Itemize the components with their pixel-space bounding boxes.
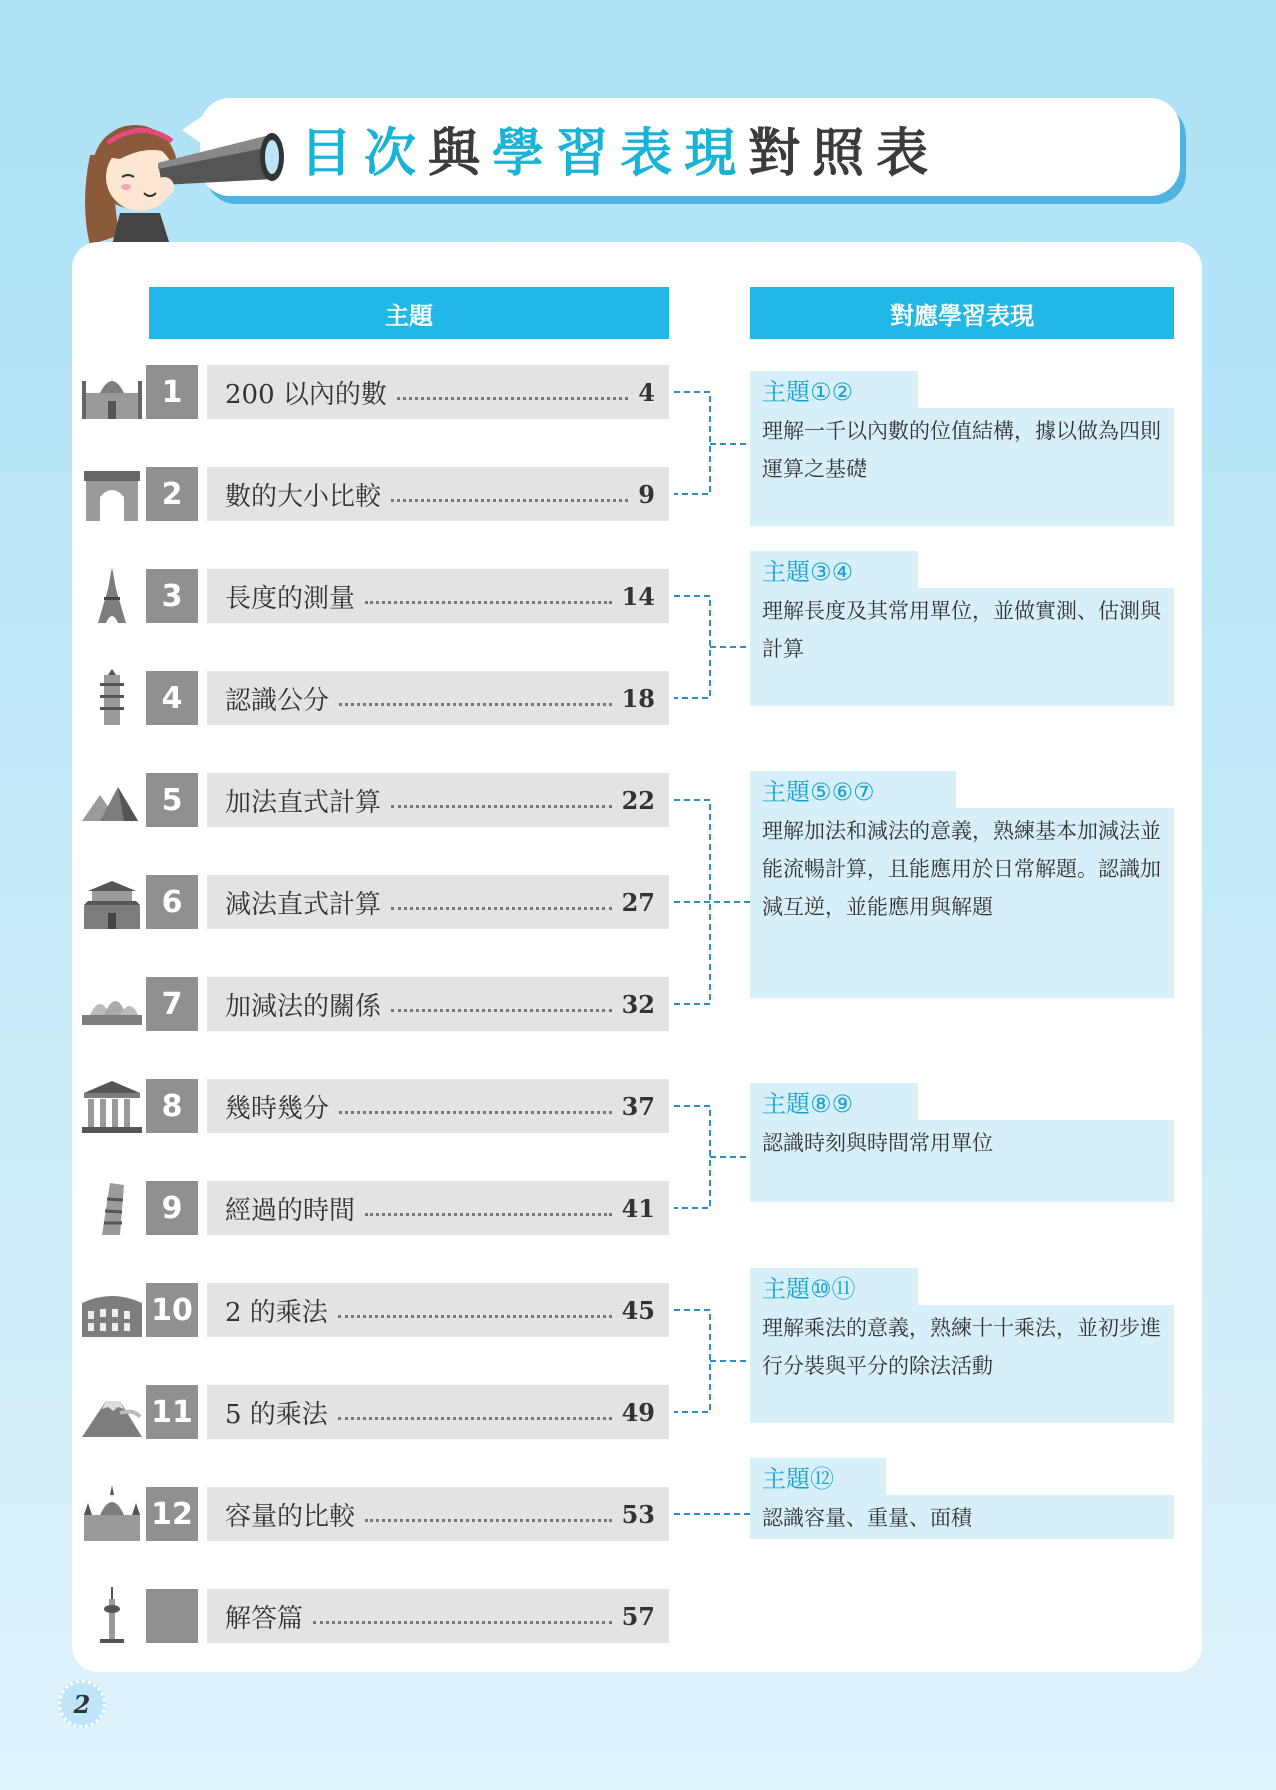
leader-dots	[391, 907, 612, 910]
title-char: 與	[428, 123, 487, 184]
performance-tag: 主題⑩⑪	[750, 1265, 918, 1305]
lesson-title-bar[interactable]	[207, 569, 669, 623]
page-number: 4	[638, 377, 655, 407]
performance-text: 認識容量、重量、面積	[750, 1495, 1174, 1539]
title-char: 習	[556, 123, 615, 184]
tiananmen-icon	[80, 873, 144, 931]
title-char: 次	[364, 123, 423, 184]
lesson-number: 8	[146, 1079, 198, 1133]
lesson-title: 認識公分	[225, 685, 330, 716]
lesson-title: 長度的測量	[225, 583, 356, 614]
leader-dots	[365, 601, 612, 604]
lesson-title-bar[interactable]	[207, 1181, 669, 1235]
performance-tag: 主題⑤⑥⑦	[750, 768, 956, 808]
leader-dots	[365, 1519, 612, 1522]
lesson-number: 3	[146, 569, 198, 623]
leader-dots	[338, 1315, 612, 1318]
page-number: 9	[638, 479, 655, 509]
lesson-title-bar[interactable]	[207, 875, 669, 929]
lesson-number: 11	[146, 1385, 198, 1439]
mount-fuji-icon	[80, 1383, 144, 1441]
lesson-title-bar[interactable]	[207, 773, 669, 827]
lesson-title-bar[interactable]	[207, 467, 669, 521]
colosseum-icon	[80, 1281, 144, 1339]
opera-house-icon	[80, 975, 144, 1033]
title-char: 照	[812, 123, 871, 184]
parthenon-icon	[80, 1077, 144, 1135]
lesson-title: 容量的比較	[225, 1501, 356, 1532]
eiffel-tower-icon	[80, 567, 144, 625]
performance-text: 理解長度及其常用單位，並做實測、估測與計算	[750, 588, 1174, 706]
lesson-title: 2 的乘法	[225, 1297, 328, 1328]
leader-dots	[391, 499, 628, 502]
page-number: 27	[621, 887, 655, 917]
performance-column-header: 對應學習表現	[750, 287, 1174, 339]
page-title	[300, 112, 934, 184]
performance-text: 理解加法和減法的意義，熟練基本加減法並能流暢計算，且能應用於日常解題。認識加減互逆，並能應用與解題	[750, 808, 1174, 998]
lesson-title-bar[interactable]	[207, 1589, 669, 1643]
performance-text: 理解乘法的意義，熟練十十乘法，並初步進行分裝與平分的除法活動	[750, 1305, 1174, 1423]
leader-dots	[365, 1213, 612, 1216]
title-char: 現	[684, 123, 743, 184]
lesson-title-bar[interactable]	[207, 1079, 669, 1133]
title-char: 表	[876, 123, 935, 184]
page-number: 41	[621, 1193, 655, 1223]
taj-mahal-icon	[80, 363, 144, 421]
tower-icon	[80, 1587, 144, 1645]
title-char: 學	[492, 123, 551, 184]
leader-dots	[338, 1417, 612, 1420]
performance-tag: 主題⑫	[750, 1455, 886, 1495]
leader-dots	[397, 397, 628, 400]
page-number: 22	[621, 785, 655, 815]
performance-text: 理解一千以內數的位值結構，據以做為四則運算之基礎	[750, 408, 1174, 526]
lesson-title: 200 以內的數	[225, 379, 387, 410]
performance-tag: 主題⑧⑨	[750, 1080, 918, 1120]
lesson-number: 9	[146, 1181, 198, 1235]
lesson-number	[146, 1589, 198, 1643]
lesson-number: 5	[146, 773, 198, 827]
page-number-badge: 2	[58, 1680, 106, 1728]
topic-column-header: 主題	[149, 287, 669, 339]
leaning-tower-icon	[80, 1179, 144, 1237]
page-number: 53	[621, 1499, 655, 1529]
page-number: 37	[621, 1091, 655, 1121]
leader-dots	[391, 1009, 612, 1012]
lesson-number: 4	[146, 671, 198, 725]
page-number: 14	[621, 581, 655, 611]
pyramids-icon	[80, 771, 144, 829]
lesson-title: 幾時幾分	[225, 1093, 330, 1124]
lesson-number: 6	[146, 875, 198, 929]
lesson-number: 10	[146, 1283, 198, 1337]
lesson-title-bar[interactable]	[207, 365, 669, 419]
page-number: 45	[621, 1295, 655, 1325]
lesson-title: 數的大小比較	[225, 481, 382, 512]
lesson-number: 2	[146, 467, 198, 521]
lesson-number: 1	[146, 365, 198, 419]
page-number: 49	[621, 1397, 655, 1427]
title-char: 對	[748, 123, 807, 184]
arch-icon	[80, 465, 144, 523]
leader-dots	[391, 805, 612, 808]
lesson-title: 解答篇	[225, 1603, 304, 1634]
page-number: 18	[621, 683, 655, 713]
leader-dots	[339, 703, 612, 706]
pagoda-icon	[80, 669, 144, 727]
leader-dots	[313, 1621, 612, 1624]
lesson-title-bar[interactable]	[207, 671, 669, 725]
lesson-title-bar[interactable]	[207, 1385, 669, 1439]
lesson-title: 加法直式計算	[225, 787, 382, 818]
lesson-title-bar[interactable]	[207, 977, 669, 1031]
lesson-title-bar[interactable]	[207, 1487, 669, 1541]
performance-tag: 主題①②	[750, 368, 918, 408]
lesson-title: 減法直式計算	[225, 889, 382, 920]
page-number: 32	[621, 989, 655, 1019]
lesson-row[interactable]	[0, 1589, 1276, 1643]
title-char: 目	[300, 123, 359, 184]
page-number: 57	[621, 1601, 655, 1631]
leader-dots	[339, 1111, 612, 1114]
lesson-title: 經過的時間	[225, 1195, 356, 1226]
lesson-number: 7	[146, 977, 198, 1031]
lesson-title: 5 的乘法	[225, 1399, 328, 1430]
lesson-title-bar[interactable]	[207, 1283, 669, 1337]
performance-text: 認識時刻與時間常用單位	[750, 1120, 1174, 1202]
performance-tag: 主題③④	[750, 548, 918, 588]
lesson-title: 加減法的關係	[225, 991, 382, 1022]
lesson-number: 12	[146, 1487, 198, 1541]
title-char: 表	[620, 123, 679, 184]
cathedral-icon	[80, 1485, 144, 1543]
